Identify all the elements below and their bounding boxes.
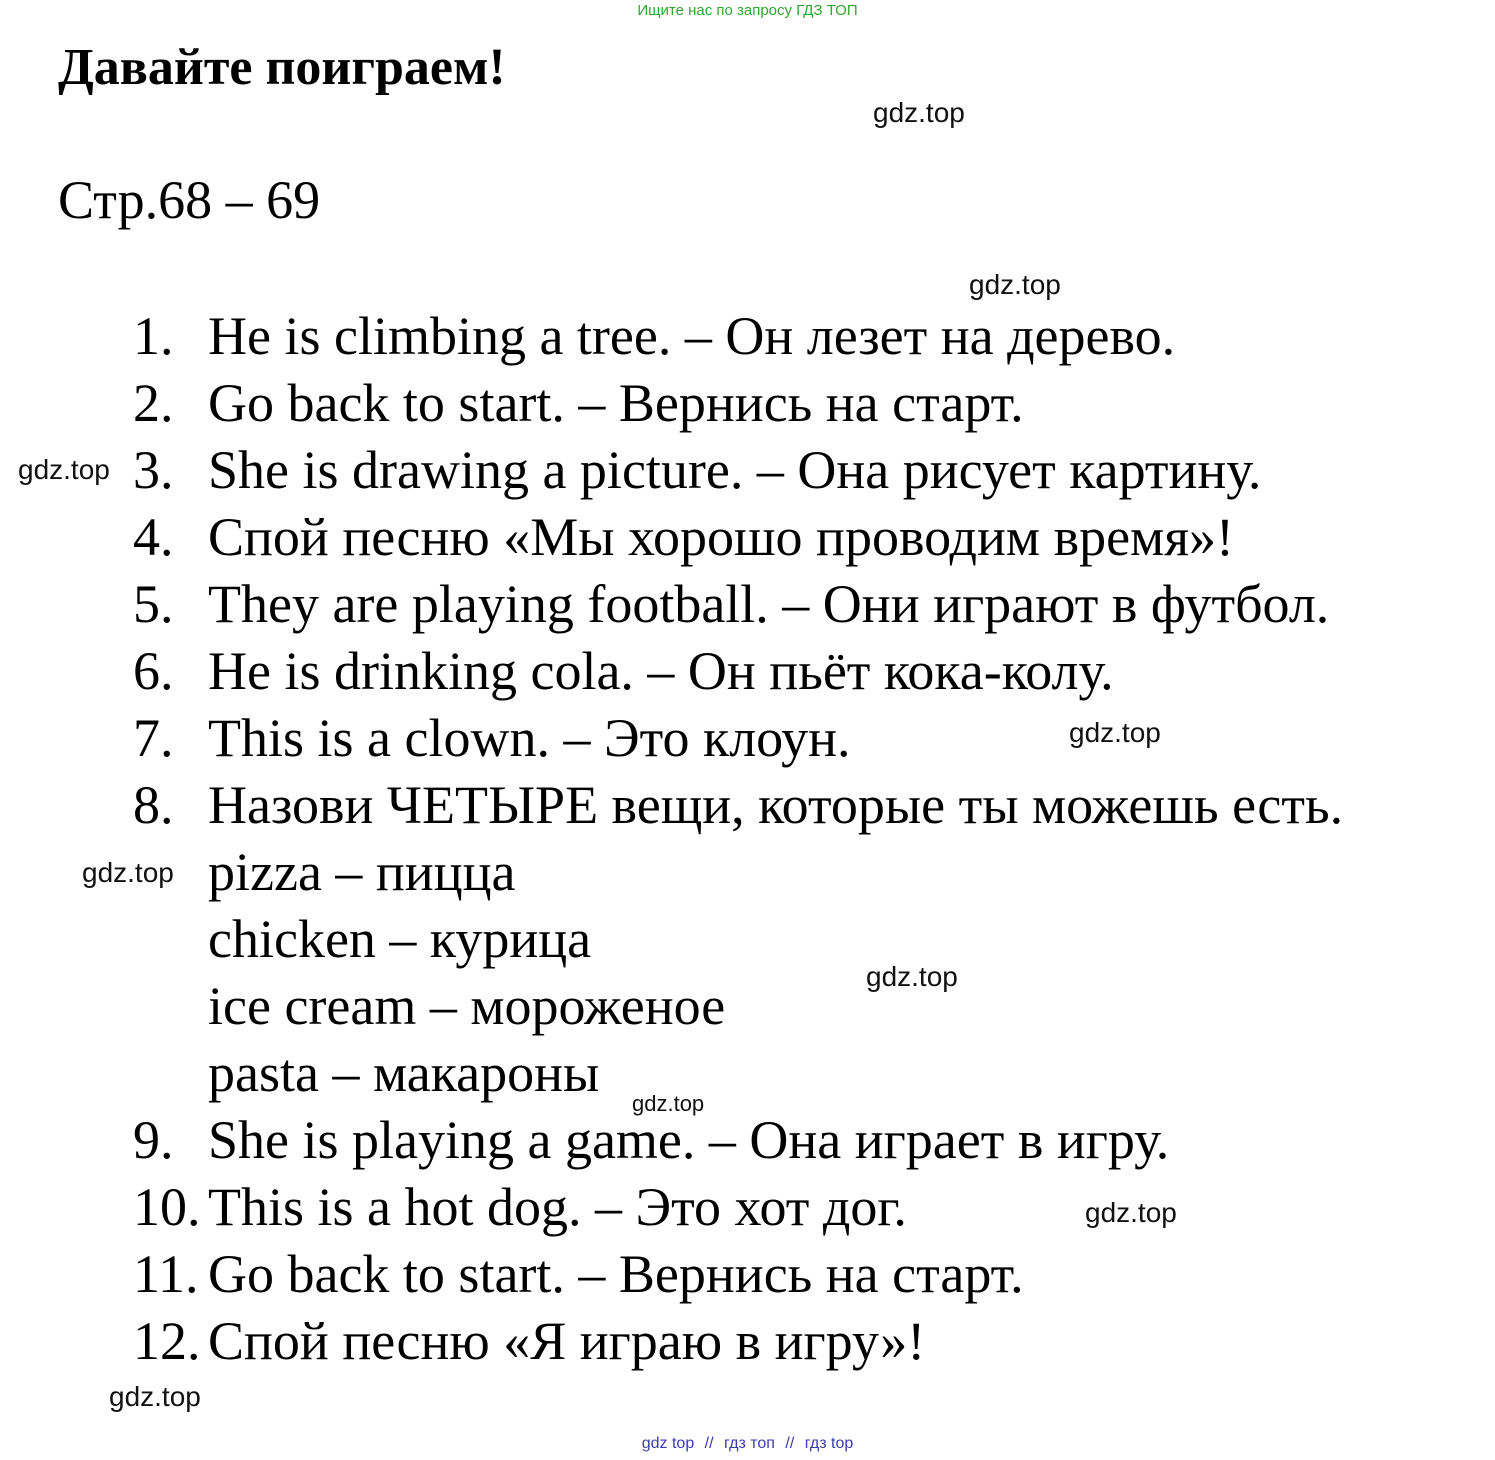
- item-number: 7.: [133, 708, 174, 768]
- item-text: He is drinking cola. – Он пьёт кока-колу.: [208, 641, 1114, 701]
- watermark: gdz.top: [18, 454, 110, 485]
- watermark: gdz.top: [632, 1091, 705, 1116]
- item-number: 9.: [133, 1110, 174, 1170]
- item-number: 12.: [133, 1311, 201, 1371]
- item-number: 6.: [133, 641, 174, 701]
- item-text: Go back to start. – Вернись на старт.: [208, 1244, 1024, 1304]
- page-range: Стр.68 – 69: [58, 170, 321, 230]
- item-number: 5.: [133, 574, 174, 634]
- item-text: This is a hot dog. – Это хот дог.: [208, 1177, 907, 1237]
- watermark: gdz.top: [969, 269, 1061, 300]
- watermark: gdz.top: [866, 961, 958, 992]
- watermark: gdz.top: [82, 857, 174, 888]
- watermark: gdz.top: [1069, 717, 1161, 748]
- item-text: This is a clown. – Это клоун.: [208, 708, 851, 768]
- footer-link[interactable]: гдз top: [804, 1435, 854, 1452]
- footer-link[interactable]: gdz top: [641, 1435, 695, 1452]
- page-title: Давайте поиграем!: [58, 39, 506, 96]
- footer-link[interactable]: гдз топ: [724, 1435, 775, 1452]
- item-text: Спой песню «Я играю в игру»!: [208, 1311, 926, 1371]
- footer-separator: //: [704, 1435, 714, 1452]
- item-text: ice cream – мороженое: [208, 976, 726, 1036]
- footer: [0, 1435, 1495, 1453]
- top-banner: Ищите нас по запросу ГДЗ ТОП: [637, 2, 858, 19]
- item-number: 10.: [133, 1177, 201, 1237]
- item-text: chicken – курица: [208, 909, 592, 969]
- item-text: She is drawing a picture. – Она рисует картину.: [208, 440, 1262, 500]
- item-text: She is playing a game. – Она играет в игру.: [208, 1110, 1170, 1170]
- item-number: 11.: [133, 1244, 199, 1304]
- item-number: 1.: [133, 306, 174, 366]
- watermark: gdz.top: [109, 1381, 201, 1412]
- watermark: gdz.top: [873, 97, 965, 128]
- footer-separator: //: [785, 1435, 795, 1452]
- item-text: Назови ЧЕТЫРЕ вещи, которые ты можешь есть.: [208, 775, 1344, 835]
- watermark: gdz.top: [1085, 1197, 1177, 1228]
- item-text: They are playing football. – Они играют в футбол.: [208, 574, 1330, 634]
- item-text: pizza – пицца: [208, 842, 516, 902]
- item-number: 8.: [133, 775, 174, 835]
- item-text: Go back to start. – Вернись на старт.: [208, 373, 1024, 433]
- item-text: Спой песню «Мы хорошо проводим время»!: [208, 507, 1235, 567]
- item-number: 4.: [133, 507, 174, 567]
- item-number: 2.: [133, 373, 174, 433]
- item-text: He is climbing a tree. – Он лезет на дерево.: [208, 306, 1176, 366]
- item-number: 3.: [133, 440, 174, 500]
- item-text: pasta – макароны: [208, 1043, 600, 1103]
